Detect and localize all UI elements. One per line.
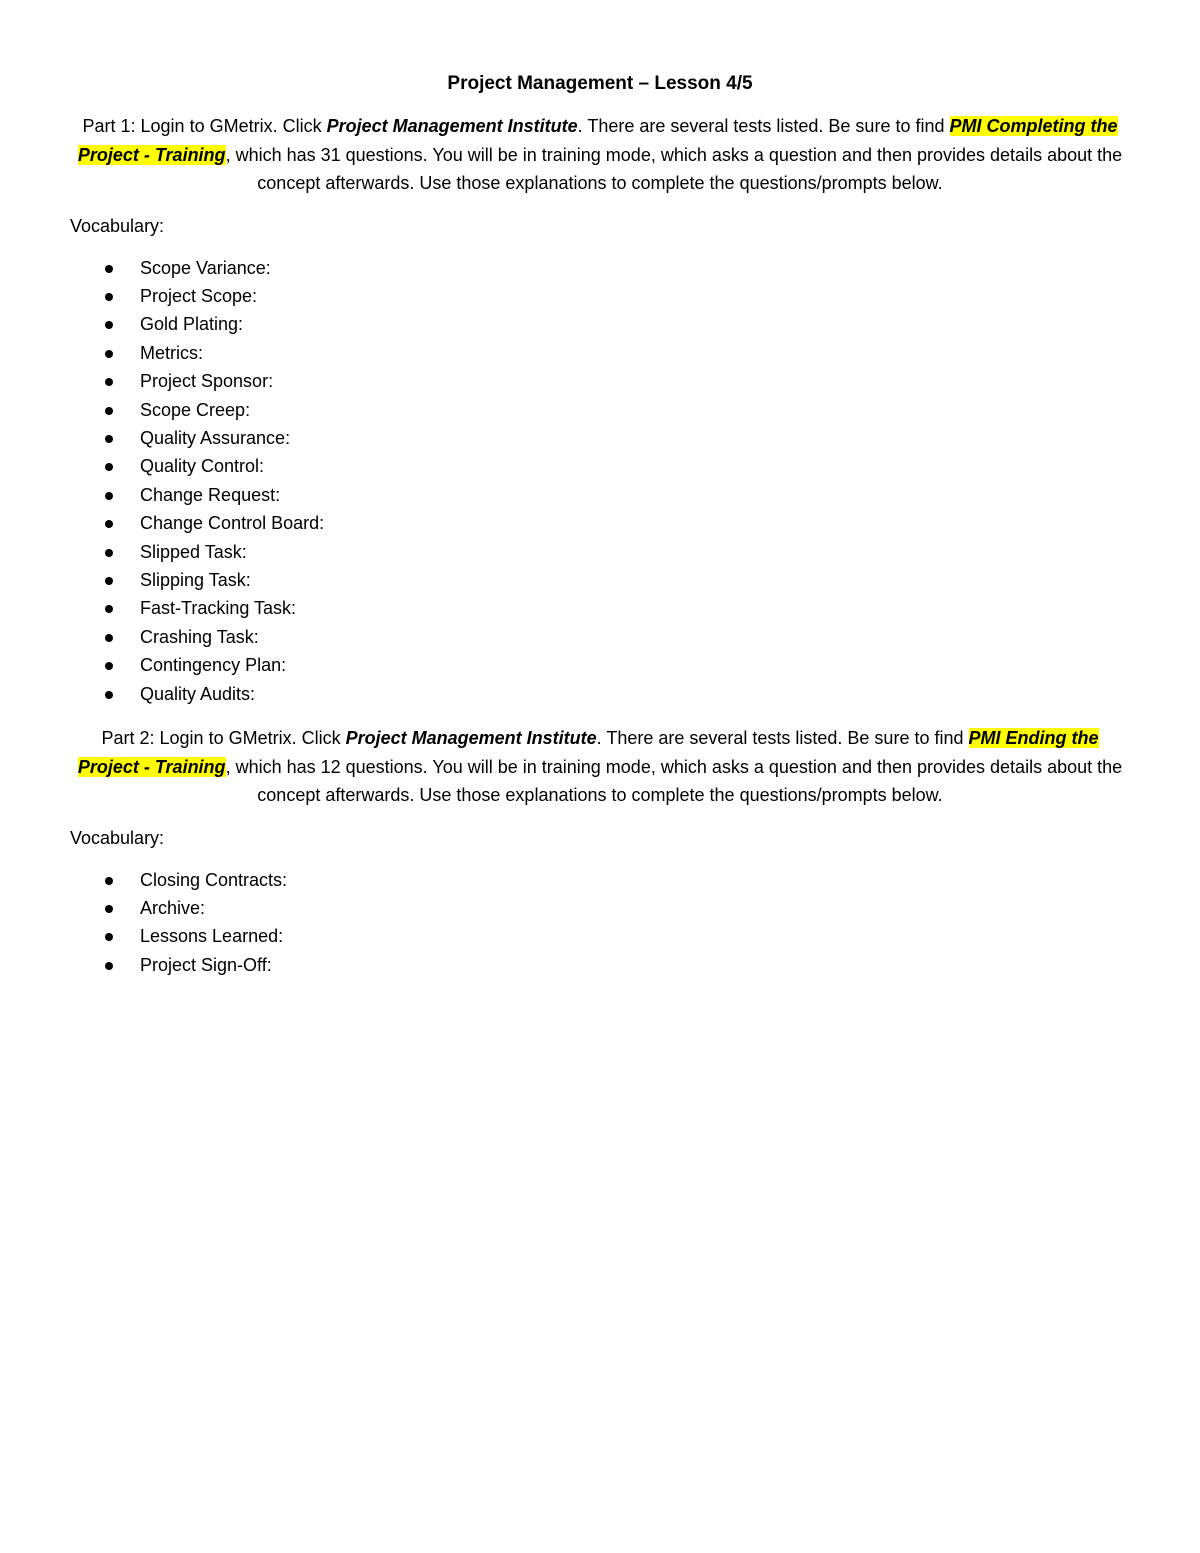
vocab-term: Contingency Plan: <box>140 655 287 676</box>
list-item <box>70 310 1130 338</box>
vocab-term: Project Sponsor: <box>140 371 274 392</box>
vocab-term: Project Scope: <box>140 285 258 306</box>
list-item <box>70 396 1130 424</box>
document-title: Project Management – Lesson 4/5 <box>447 73 753 94</box>
bullet-icon <box>105 549 113 557</box>
vocab1-list <box>70 254 1130 709</box>
list-item <box>70 424 1130 452</box>
vocab-term: Closing Contracts: <box>140 869 288 890</box>
bullet-icon <box>105 350 113 358</box>
bullet-icon <box>105 265 113 273</box>
vocab-term: Project Sign-Off: <box>140 954 272 975</box>
part2-test-name: PMI Ending the Project - Training <box>77 728 1099 777</box>
part1-test-name: PMI Completing the Project - Training <box>77 116 1118 165</box>
part2-rest: , which has 12 questions. You will be in training mode, which asks a question and then provides details about the concept afterwards. Use those explanations to complete the questions/prompts below. <box>225 756 1123 805</box>
vocab1-heading: Vocabulary: <box>70 215 165 236</box>
bullet-icon <box>105 962 113 970</box>
part1-instructions <box>70 112 1130 198</box>
vocab-term: Change Control Board: <box>140 513 325 534</box>
vocab-term: Quality Assurance: <box>140 427 291 448</box>
list-item <box>70 339 1130 367</box>
list-item <box>70 922 1130 950</box>
bullet-icon <box>105 492 113 500</box>
vocab2-heading: Vocabulary: <box>70 827 165 848</box>
list-item <box>70 951 1130 979</box>
vocab-term: Fast-Tracking Task: <box>140 598 297 619</box>
part1-intro: Part 1: Login to GMetrix. Click <box>82 116 327 136</box>
part1-rest: , which has 31 questions. You will be in training mode, which asks a question and then provides details about the concept afterwards. Use those explanations to complete the questions/prompts below. <box>225 144 1123 193</box>
vocab-term: Metrics: <box>140 342 203 363</box>
vocab-term: Quality Control: <box>140 456 265 477</box>
bullet-icon <box>105 435 113 443</box>
bullet-icon <box>105 520 113 528</box>
bullet-icon <box>105 877 113 885</box>
list-item <box>70 367 1130 395</box>
bullet-icon <box>105 321 113 329</box>
bullet-icon <box>105 905 113 913</box>
vocab-term: Quality Audits: <box>140 683 256 704</box>
list-item <box>70 651 1130 679</box>
part2-institute: Project Management Institute <box>345 728 597 748</box>
list-item <box>70 866 1130 894</box>
part2-intro: Part 2: Login to GMetrix. Click <box>101 728 346 748</box>
vocab-term: Crashing Task: <box>140 626 259 647</box>
list-item <box>70 481 1130 509</box>
part2-instructions <box>70 724 1130 810</box>
vocab-term: Scope Variance: <box>140 257 271 278</box>
vocab-term: Scope Creep: <box>140 399 251 420</box>
bullet-icon <box>105 293 113 301</box>
vocab2-list <box>70 866 1130 980</box>
vocab-term: Gold Plating: <box>140 314 244 335</box>
list-item <box>70 254 1130 282</box>
list-item <box>70 452 1130 480</box>
bullet-icon <box>105 463 113 471</box>
vocab-term: Archive: <box>140 897 206 918</box>
vocab-term: Lessons Learned: <box>140 926 284 947</box>
list-item <box>70 538 1130 566</box>
bullet-icon <box>105 605 113 613</box>
list-item <box>70 509 1130 537</box>
list-item <box>70 680 1130 708</box>
bullet-icon <box>105 691 113 699</box>
part2-mid: . There are several tests listed. Be sure to find <box>596 728 969 748</box>
list-item <box>70 894 1130 922</box>
list-item <box>70 623 1130 651</box>
bullet-icon <box>105 933 113 941</box>
vocab-term: Slipped Task: <box>140 541 247 562</box>
part1-mid: . There are several tests listed. Be sure to find <box>577 116 950 136</box>
bullet-icon <box>105 634 113 642</box>
list-item <box>70 282 1130 310</box>
part1-institute: Project Management Institute <box>326 116 578 136</box>
bullet-icon <box>105 407 113 415</box>
bullet-icon <box>105 577 113 585</box>
vocab-term: Change Request: <box>140 484 281 505</box>
vocab-term: Slipping Task: <box>140 569 251 590</box>
bullet-icon <box>105 662 113 670</box>
bullet-icon <box>105 378 113 386</box>
list-item <box>70 594 1130 622</box>
list-item <box>70 566 1130 594</box>
